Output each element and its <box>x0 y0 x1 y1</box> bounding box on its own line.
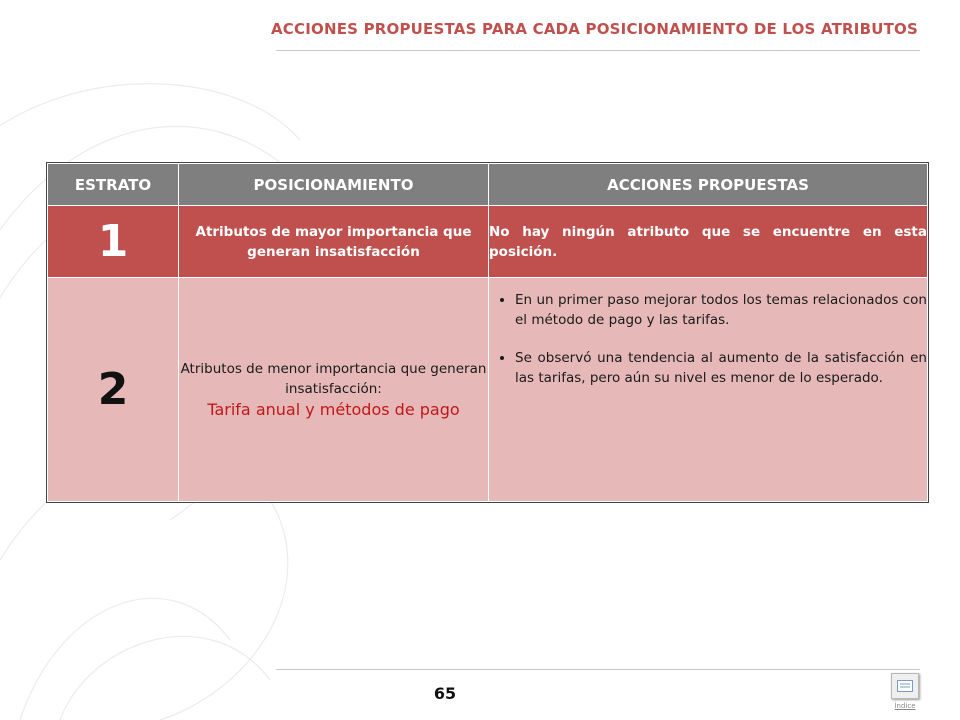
index-label[interactable]: Índice <box>894 702 916 710</box>
actions-list <box>489 290 927 388</box>
header-actions: ACCIONES PROPUESTAS <box>489 164 928 206</box>
page-number: 65 <box>433 684 457 703</box>
header-positioning: POSICIONAMIENTO <box>179 164 489 206</box>
header-stratum: ESTRATO <box>48 164 179 206</box>
stratum-number: 2 <box>48 278 179 502</box>
document-icon <box>891 673 919 699</box>
list-item: • En un primer paso mejorar todos los temas relacionados con el método de pago y las tarifas. <box>515 290 927 330</box>
actions-cell <box>489 278 928 502</box>
positioning-cell <box>179 278 489 502</box>
footer-divider <box>276 669 920 670</box>
table-row <box>48 278 928 502</box>
positioning-text: Atributos de menor importancia que generan insatisfacción: <box>180 360 487 397</box>
index-button[interactable] <box>891 673 919 711</box>
positioning-highlight: Tarifa anual y métodos de pago <box>207 399 460 419</box>
actions-table <box>47 163 928 502</box>
list-item: • Se observó una tendencia al aumento de la satisfacción en las tarifas, pero aún su nivel es menor de lo esperado. <box>515 348 927 388</box>
table-row <box>48 206 928 278</box>
title-divider <box>276 50 920 51</box>
actions-text: No hay ningún atributo que se encuentre en esta posición. <box>489 206 928 278</box>
table-header-row <box>48 164 928 206</box>
page-title: ACCIONES PROPUESTAS PARA CADA POSICIONAMIENTO DE LOS ATRIBUTOS <box>271 20 918 38</box>
stratum-number: 1 <box>48 206 179 278</box>
positioning-text: Atributos de mayor importancia que generan insatisfacción <box>179 206 489 278</box>
